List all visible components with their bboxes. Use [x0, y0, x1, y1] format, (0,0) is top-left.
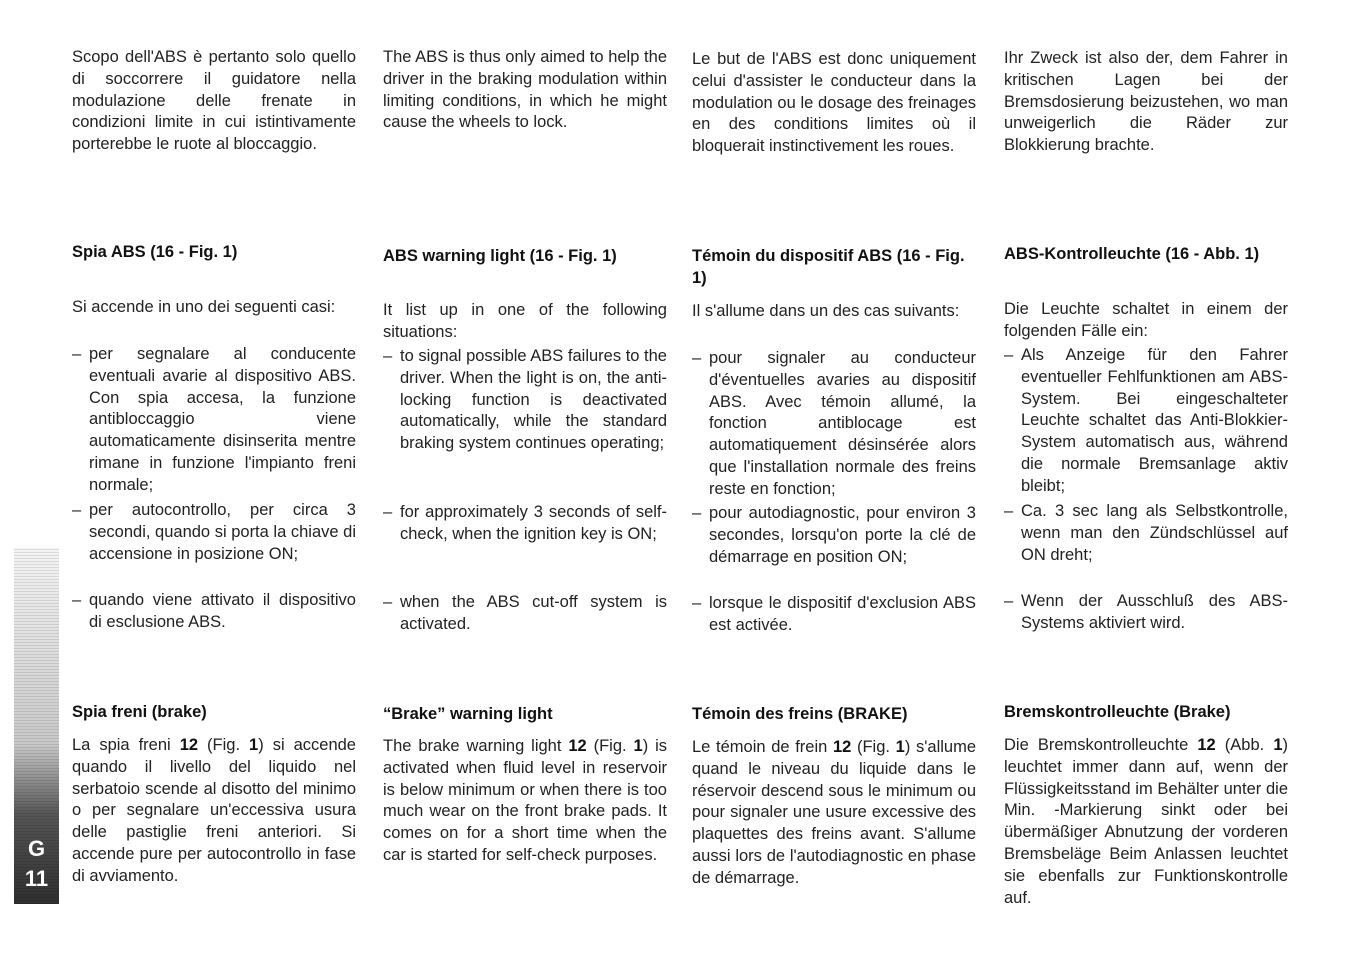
abs-item-list-it	[72, 344, 356, 497]
abs-heading-it: Spia ABS (16 - Fig. 1)	[72, 243, 238, 261]
brake-paragraph-fr: Le témoin de frein 12 (Fig. 1) s'allume quand le niveau du liquide dans le réservoir descend sous le minimum ou pour signaler une usure excessive des plaquettes des freins avant. S'allume aussi lors de l'autodiagnostic en phase de démarrage.	[692, 738, 977, 887]
brake-heading-fr: Témoin des freins (BRAKE)	[692, 705, 908, 723]
brake-heading-en: “Brake” warning light	[383, 705, 553, 723]
abs-item-list-it	[72, 500, 356, 565]
abs-heading-en: ABS warning light (16 - Fig. 1)	[383, 247, 617, 265]
abs-item-list-en	[383, 592, 667, 636]
abs-lead-it: Si accende in uno dei seguenti casi:	[72, 298, 336, 316]
brake-paragraph-it: La spia freni 12 (Fig. 1) si accende quando il livello del liquido nel serbatoio scende al disotto del minimo o per segnalare un'eccessiva usura delle pastiglie freni anteriori. Si accende pure per autocontrollo in fase di avviamento.	[72, 736, 356, 885]
brake-paragraph-en: The brake warning light 12 (Fig. 1) is activated when fluid level in reservoir is below minimum or when there is too much wear on the front brake pads. It comes on for a short time when the car is started for self-check purposes.	[383, 737, 667, 864]
abs-item-de: – Ca. 3 sec lang als Selbstkontrolle, wenn man den Zündschlüssel auf ON dreht;	[1004, 501, 1288, 566]
intro-paragraph-fr: Le but de l'ABS est donc uniquement celui d'assister le conducteur dans la modulation ou le dosage des freinages en des conditions limites où il bloquerait instinctivement les roues.	[692, 50, 976, 156]
abs-item-fr: – pour signaler au conducteur d'éventuelles avaries au dispositif ABS. Avec témoin allumé, la fonction antiblocage est automatiquement désinsérée alors que l'installation normale des freins reste en fonction;	[692, 348, 976, 501]
abs-item-de: – Als Anzeige für den Fahrer eventueller Fehlfunktionen am ABS-System. Bei eingeschalteter Leuchte schaltet das Anti-Blokkier-System automatisch aus, während die normale Bremsanlage aktiv bleibt;	[1004, 345, 1288, 498]
abs-item-list-it	[72, 590, 356, 634]
intro-paragraph-de: Ihr Zweck ist also der, dem Fahrer in kritischen Lagen bei der Bremsdosierung beizustehen, wo man unweigerlich die Räder zur Blokkierung brachte.	[1004, 49, 1288, 155]
abs-heading-de: ABS-Kontrolleuchte (16 - Abb. 1)	[1004, 245, 1260, 263]
abs-item-it: – quando viene attivato il dispositivo di esclusione ABS.	[72, 590, 356, 634]
abs-item-it: – per autocontrollo, per circa 3 secondi, quando si porta la chiave di accensione in posizione ON;	[72, 500, 356, 565]
abs-item-it: – per segnalare al conducente eventuali avarie al dispositivo ABS. Con spia accesa, la funzione antibloccaggio viene automaticamente disinserita mentre rimane in funzione l'impianto freni normale;	[72, 344, 356, 497]
abs-item-list-fr	[692, 503, 976, 568]
abs-item-list-de	[1004, 591, 1288, 635]
abs-item-en: – for approximately 3 seconds of self-check, when the ignition key is ON;	[383, 502, 667, 546]
intro-paragraph-it: Scopo dell'ABS è pertanto solo quello di soccorrere il guidatore nella modulazione delle frenate in condizioni limite in cui istintivamente porterebbe le ruote al bloccaggio.	[72, 48, 356, 154]
abs-lead-de: Die Leuchte schaltet in einem der folgenden Fälle ein:	[1004, 300, 1288, 340]
abs-item-list-de	[1004, 501, 1288, 566]
abs-item-list-fr	[692, 593, 976, 637]
abs-item-list-en	[383, 346, 667, 455]
section-letter: G	[27, 836, 46, 861]
abs-lead-en: It list up in one of the following situations:	[383, 301, 667, 341]
abs-item-en: – when the ABS cut-off system is activated.	[383, 592, 667, 636]
brake-heading-it: Spia freni (brake)	[72, 703, 207, 721]
abs-item-list-fr	[692, 348, 976, 501]
abs-item-list-de	[1004, 345, 1288, 498]
abs-item-en: – to signal possible ABS failures to the driver. When the light is on, the anti-locking function is deactivated automatically, while the standard braking system continues operating;	[383, 346, 667, 455]
page-number: 11	[24, 866, 49, 891]
abs-item-de: – Wenn der Ausschluß des ABS-Systems aktiviert wird.	[1004, 591, 1288, 635]
abs-item-list-en	[383, 502, 667, 546]
brake-heading-de: Bremskontrolleuchte (Brake)	[1004, 703, 1231, 721]
brake-paragraph-de: Die Bremskontrolleuchte 12 (Abb. 1) leuchtet immer dann auf, wenn der Flüssigkeitsstand im Behälter unter die Min. -Markierung sinkt oder bei übermäßiger Abnutzung der vorderen Bremsbeläge Beim Anlassen leuchtet sie ebenfalls zur Funktionskontrolle auf.	[1004, 736, 1289, 907]
abs-heading-fr: Témoin du dispositif ABS (16 - Fig. 1)	[692, 247, 965, 287]
abs-item-fr: – pour autodiagnostic, pour environ 3 secondes, lorsqu'on porte la clé de démarrage en position ON;	[692, 503, 976, 568]
abs-lead-fr: Il s'allume dans un des cas suivants:	[692, 302, 960, 320]
intro-paragraph-en: The ABS is thus only aimed to help the driver in the braking modulation within limiting conditions, in which he might cause the wheels to lock.	[383, 48, 667, 132]
abs-item-fr: – lorsque le dispositif d'exclusion ABS est activée.	[692, 593, 976, 637]
